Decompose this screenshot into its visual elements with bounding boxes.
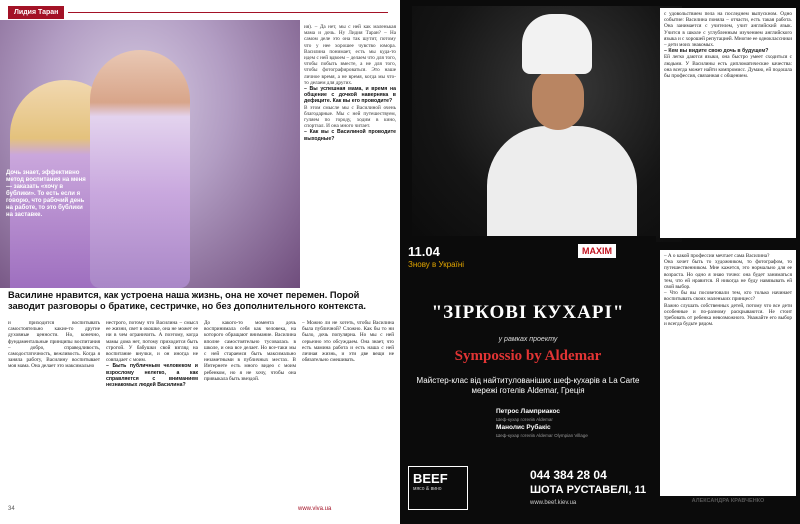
ad-address: ШОТА РУСТАВЕЛІ, 11 [530,484,647,496]
article-panel-bottom [660,250,796,496]
beef-logo [408,466,468,510]
side-answer-1: В этом смысле мы с Василиной очень благодарные. Мы с ней путешествуем, гуляем по городу, ходим в кино, спортзал. И она много читает. [304,104,396,130]
column-2-question: – Быть публичным человеком и взрослому нелегко, а как справляется с вниманием незнакомых людей Василина? [106,363,198,389]
magazine-url[interactable]: www.viva.ua [298,506,332,512]
maxim-logo: MAXIM [578,244,616,258]
chef-hat [522,14,592,74]
side-text: ия). – Да нет, мы с ней как маленькая мама и дочь. Ну Лидия Таран? – На самом деле это она так шутит, потому что у нее хорошее чувство юмора. Василина понимает, есть мы куда-то идем с ней вдвоем – делаем что для того, чтобы побыть вместе, а не для того, чтобы фотографироваться. Это наше личное время, а не время, когда мы что-то делаем для других. [304,24,396,86]
panel2-question-1: – А о какой профессии мечтает сама Василина? [664,253,770,259]
article-column-1: и приходится воспитывать самостоятельно какие-то другие духовные ценности. Но, конечно, фундаментальные принципы воспитания – добро, справедливость, самодостаточность, вежливость. Когда я заняла работу, Василину воспитывает моя мама. Она делает это максимально [8,320,100,370]
side-column [304,24,396,288]
lead-paragraph: Василине нравится, как устроена наша жизнь, она не хочет перемен. Порой заводит разговоры о братике, сестричке, но без дополнительного контекста. [8,290,366,311]
ad-title: "ЗІРКОВІ КУХАРІ" [431,302,625,323]
ad-within: у рамках проекту [498,336,558,343]
chef-coat [487,126,637,242]
chef-photo [412,6,682,242]
column-2-text: нестрого, потому что Василина – смысл ее жизни, свет в окошке, она не может ее ни в чем ограничить. А поэтому, когда мамы дома нет, потому приходится быть строгой. У бабушки свой взгляд на воспитание внучки, и он иногда не совпадает с моим. [106,320,198,364]
panel1-answer: Ей легко даются языки, она быстро умеет сходиться с людьми. У Василины есть дипломатические качества: она всегда может найти компромисс. Думаю, ей подошла бы профессия, связанная с общением. [664,54,792,80]
article-column-4: – Можно ли не хотеть, чтобы Василина была публичной? Сложно. Как бы то ни было, дочь популярна. Но мы с ней серьезно это обсуждаем. Она знает, что есть мамина работа и есть наша с ней личная жизнь, и эти две вещи не обязательно смешивать. [302,320,394,364]
ad-event-name: Sympossio by Aldemar [454,348,602,364]
panel2-question-2: – Что бы вы посоветовали тем, кто только начинает воспитывать своих маленьких принцесс? [664,290,792,303]
panel2-answer: Важно слушать собственных детей, потому что все дети особенные и по-разному раскрываются. Не стоит требовать от ребенка невозможного. Уважайте его выбор и всегда будьте рядом. [664,302,792,328]
ad-website[interactable]: www.beef.kiev.ua [530,500,577,506]
header-tag: Лидия Таран [8,6,64,19]
article-author: АЛЕКСАНДРА КРАВЧЕНКО [691,498,765,504]
header-rule [68,12,388,13]
cover-photo [0,20,300,288]
side-question-1: – Вы успешная мама, и время на общение с дочкой наверняка в дефиците. Как вы его проводите? [304,86,396,105]
restaurant-advertisement [400,236,656,524]
chef2-role: Шеф-кухар готелів Aldemar Olympian Village [496,433,588,438]
beef-brand: BEEF [413,471,448,486]
chef-face [532,68,584,130]
panel1-question: – Кем вы видите свою дочь в будущем? [664,48,769,55]
beef-tagline: мясо & вино [413,486,442,492]
page-number: 34 [8,506,15,512]
photo-caption: Дочь знает, эффективно метод воспитания на меня — заказать «хочу в бублики». То есть если я говорю, что рабочий день на работе, то это бублики на заставке. [6,170,86,218]
article-column-3: До какого-то момента дочь воспринимала себя как человека, на которого обращают внимание. Василина вполне самостоятельно тусовалась в школе, и она все делает. Но все-таки мы с ней стараемся быть максимально незаметными в публичных местах. В Интернете есть много видео с моим ребенком, но я не хочу, чтобы она привыкала быть звездой. [204,320,296,382]
side-question-2: – Как вы с Василиной проводите выходные? [304,129,396,142]
chef1-role: Шеф-кухар готелів Aldemar [496,417,553,422]
ad-description: Майстер-клас від найтитулованіших шеф-кухарів а La Carte мережі готелів Aldemar, Греція [416,376,640,395]
page-header [8,6,392,20]
article-panel-top [660,8,796,238]
ad-subtitle: Знову в Україні [408,260,465,269]
chef1-name: Петрос Ламприакос [496,408,560,415]
ad-date: 11.04 [408,244,440,259]
panel1-text: с удовольствием пела на последнем выпускном. Одно событие: Василина поняла – отчасти, есть такая работа. Она занимается с учителем, учит английский язык. Учится в школе с углубленным изучением английского языка и с хорошей репутацией. Многие ее одноклассники – дети моих знакомых. [664,11,793,49]
photo-girl-figure [90,50,190,288]
right-magazine-page [400,0,800,524]
article-column-2 [106,320,198,500]
panel2-text: Она хочет быть то художником, то фотографом, то путешественником. Мне кажется, это нормально для ее возраста. Но одно я знаю точно: она будет заниматься тем, что ей нравится. Я никогда не буду навязывать ей свой выбор. [664,259,792,291]
ad-phone[interactable]: 044 384 28 04 [530,468,607,482]
article-columns [8,320,394,500]
ad-chef-list [496,408,646,440]
chef2-name: Манолис Рубакіс [496,424,551,431]
page-footer [8,506,392,518]
